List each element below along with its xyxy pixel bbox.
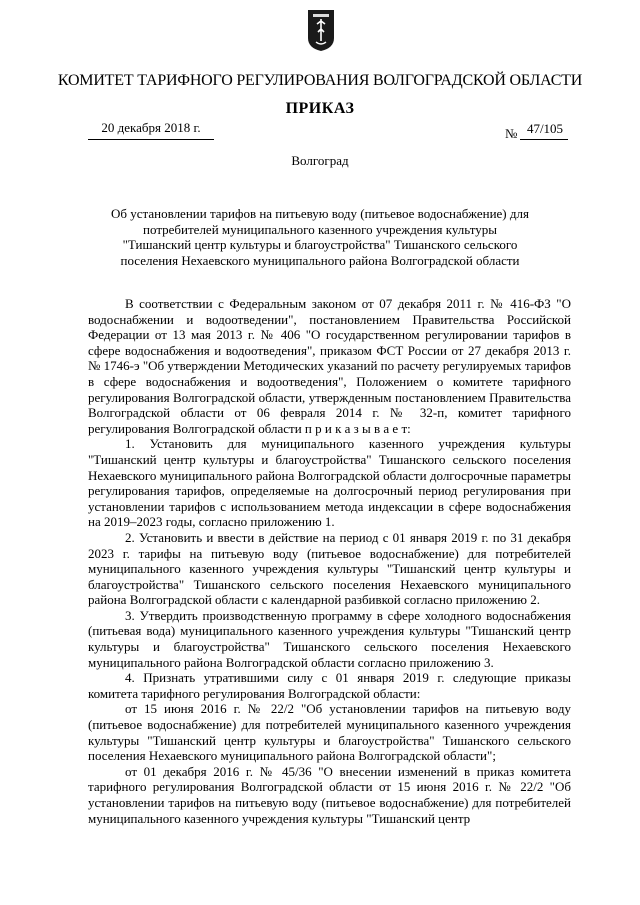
order-subject: Об установлении тарифов на питьевую воду (питьевое водоснабжение) для потребителей муниципального казенного учреждения культуры "Тишанский центр культуры и благоустройства" Тишанского сельского поселения Нехаевского муниципального района Волгоградской области bbox=[111, 206, 529, 268]
clause-2: 2. Установить и ввести в действие на период с 01 января 2019 г. по 31 декабря 2023 г. тарифы на питьевую воду (питьевое водоснабжение) для потребителей муниципального казенного учреждения культуры "Тишанский центр культуры и благоустройства" Тишанского сельского поселения Нехаевского муниципального района Волгоградской области с календарной разбивкой согласно приложению 2. bbox=[88, 529, 571, 608]
order-number: 47/105 bbox=[526, 121, 564, 136]
order-body bbox=[88, 296, 571, 826]
clause-1: 1. Установить для муниципального казенного учреждения культуры "Тишанский центр культуры и благоустройства" Тишанского сельского поселения Нехаевского муниципального района Волгоградской области долгосрочные параметры регулирования тарифов, определяемые на долгосрочный период регулирования при установлении тарифов с использованием метода индексации в сфере водоснабжения на 2019–2023 годы, согласно приложению 1. bbox=[88, 436, 571, 530]
number-underline bbox=[520, 139, 568, 140]
clause-4: 4. Признать утратившими силу с 01 января 2019 г. следующие приказы комитета тарифного регулирования Волгоградской области: bbox=[88, 670, 571, 701]
document-title: ПРИКАЗ bbox=[285, 100, 355, 117]
date-underline bbox=[88, 139, 214, 140]
clause-4-item-1: от 15 июня 2016 г. № 22/2 "Об установлении тарифов на питьевую воду (питьевое водоснабжение) для потребителей муниципального казенного учреждения культуры "Тишанский центр культуры и благоустройства" Тишанского сельского поселения Нехаевского муниципального района Волгоградской области"; bbox=[88, 701, 571, 764]
city: Волгоград bbox=[291, 153, 349, 168]
clause-4-item-2: от 01 декабря 2016 г. № 45/36 "О внесении изменений в приказ комитета тарифного регулирования Волгоградской области от 15 июня 2016 г. № 22/2 "Об установлении тарифов на питьевую воду (питьевое водоснабжение) для потребителей муниципального казенного учреждения культуры "Тишанский центр bbox=[88, 763, 571, 826]
committee-name: КОМИТЕТ ТАРИФНОГО РЕГУЛИРОВАНИЯ ВОЛГОГРАДСКОЙ ОБЛАСТИ bbox=[57, 72, 583, 89]
order-date: 20 декабря 2018 г. bbox=[101, 120, 201, 135]
clause-3: 3. Утвердить производственную программу в сфере холодного водоснабжения (питьевая вода) муниципального казенного учреждения культуры "Тишанский центр культуры и благоустройства" Тишанского сельского поселения Нехаевского муниципального района Волгоградской области согласно приложению 3. bbox=[88, 607, 571, 670]
preamble-paragraph: В соответствии с Федеральным законом от 07 декабря 2011 г. № 416-ФЗ "О водоснабжении и водоотведении", постановлением Правительства Российской Федерации от 13 мая 2013 г. № 406 "О государственном регулировании тарифов в сфере водоснабжения и водоотведения", приказом ФСТ России от 27 декабря 2013 г. № 1746-э "Об утверждении Методических указаний по расчету регулируемых тарифов в сфере водоснабжения и водоотведения", Положением о комитете тарифного регулирования Волгоградской области, утвержденным постановлением Правительства Волгоградской области от 06 февраля 2014 г. № 32-п, комитет тарифного регулирования Волгоградской области п р и к а з ы в а е т: bbox=[88, 296, 571, 436]
coat-of-arms-icon bbox=[307, 8, 335, 52]
number-sign: № bbox=[505, 126, 518, 141]
